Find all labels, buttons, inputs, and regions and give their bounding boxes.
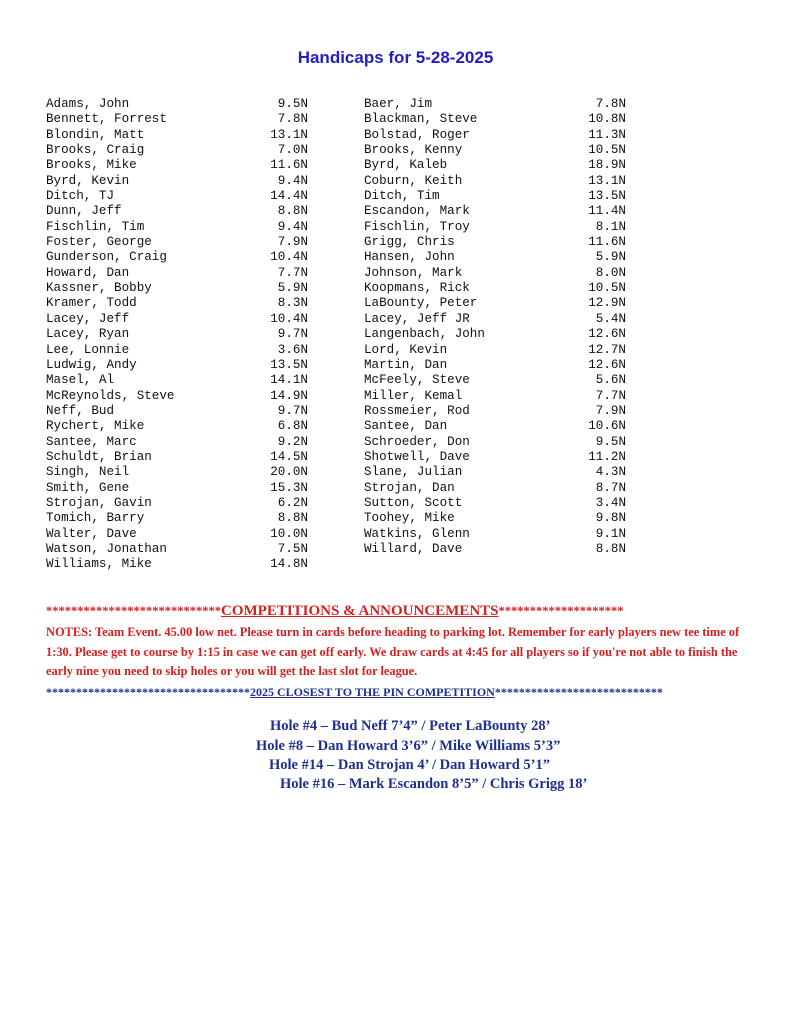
handicap-row (364, 204, 626, 219)
player-name: Kassner, Bobby (46, 281, 152, 296)
player-name: McFeely, Steve (364, 373, 470, 388)
player-handicap: 9.8N (595, 511, 626, 526)
ctp-hole-4: Hole #4 – Bud Neff 7’4” / Peter LaBounty 28’ (270, 718, 551, 734)
player-handicap: 7.0N (277, 143, 308, 158)
player-handicap: 8.1N (595, 219, 626, 234)
player-handicap: 8.7N (595, 480, 626, 495)
player-name: Smith, Gene (46, 480, 130, 495)
player-name: Schuldt, Brian (46, 449, 152, 464)
competitions-stars-left: **************************** (46, 604, 221, 618)
player-handicap: 14.9N (270, 388, 308, 403)
handicap-row (46, 235, 308, 250)
announcement-notes: NOTES: Team Event. 45.00 low net. Please turn in cards before heading to parking lot. Remember for early players new tee time of 1:30. Please get to course by 1:15 in case we can get off early. We draw cards at 4:45 for all players so if you're not able to finish the early nine you need to skip holes or you will get the last slot for league. (46, 625, 740, 678)
player-name: Howard, Dan (46, 265, 130, 280)
handicap-row (364, 250, 626, 265)
player-name: Lee, Lonnie (46, 342, 130, 357)
player-handicap: 3.4N (595, 495, 626, 510)
player-name: Grigg, Chris (364, 235, 455, 250)
handicap-list-right (364, 97, 626, 557)
handicap-row (364, 343, 626, 358)
handicap-row (46, 158, 308, 173)
player-handicap: 6.8N (277, 419, 308, 434)
handicap-row (46, 419, 308, 434)
handicap-row (364, 450, 626, 465)
player-handicap: 13.5N (588, 189, 626, 204)
player-handicap: 14.8N (270, 557, 308, 572)
player-handicap: 10.5N (588, 143, 626, 158)
handicap-row (46, 266, 308, 281)
handicap-row (46, 281, 308, 296)
handicap-row (46, 465, 308, 480)
player-name: Slane, Julian (364, 465, 463, 480)
handicap-row (46, 450, 308, 465)
handicap-row (364, 296, 626, 311)
player-name: Escandon, Mark (364, 204, 470, 219)
handicap-row (364, 112, 626, 127)
player-handicap: 8.3N (277, 296, 308, 311)
handicap-row (46, 327, 308, 342)
player-name: Bennett, Forrest (46, 112, 167, 127)
player-name: Watkins, Glenn (364, 526, 470, 541)
handicap-row (46, 373, 308, 388)
player-handicap: 14.1N (270, 373, 308, 388)
handicap-row (46, 312, 308, 327)
player-handicap: 9.7N (277, 327, 308, 342)
player-name: Schroeder, Don (364, 434, 470, 449)
handicap-row (46, 189, 308, 204)
player-name: Miller, Kemal (364, 388, 463, 403)
handicap-row (364, 404, 626, 419)
handicap-row (364, 128, 626, 143)
handicap-row (46, 128, 308, 143)
ctp-heading (46, 685, 756, 700)
competitions-heading (46, 603, 746, 620)
player-name: Lacey, Jeff JR (364, 311, 470, 326)
handicap-row (46, 481, 308, 496)
player-handicap: 7.8N (595, 97, 626, 111)
handicap-row (364, 327, 626, 342)
player-handicap: 7.9N (277, 235, 308, 250)
player-name: Kramer, Todd (46, 296, 137, 311)
handicap-row (364, 312, 626, 327)
player-handicap: 9.1N (595, 526, 626, 541)
handicap-row (364, 97, 626, 112)
player-name: Rossmeier, Rod (364, 403, 470, 418)
handicap-row (46, 496, 308, 511)
player-handicap: 9.4N (277, 173, 308, 188)
player-name: Martin, Dan (364, 357, 448, 372)
handicap-row (364, 281, 626, 296)
player-name: Byrd, Kaleb (364, 158, 448, 173)
player-name: Tomich, Barry (46, 511, 145, 526)
player-name: Baer, Jim (364, 97, 433, 111)
handicap-row (46, 343, 308, 358)
handicap-row (46, 435, 308, 450)
handicap-row (46, 220, 308, 235)
handicap-row (364, 542, 626, 557)
player-handicap: 10.4N (270, 250, 308, 265)
player-handicap: 11.6N (588, 235, 626, 250)
player-name: Dunn, Jeff (46, 204, 122, 219)
player-name: Ditch, Tim (364, 189, 440, 204)
player-handicap: 11.6N (270, 158, 308, 173)
player-name: Lord, Kevin (364, 342, 448, 357)
handicap-row (364, 143, 626, 158)
handicap-row (46, 527, 308, 542)
player-handicap: 5.9N (595, 250, 626, 265)
player-name: Singh, Neil (46, 465, 130, 480)
player-name: Lacey, Jeff (46, 311, 130, 326)
player-name: Johnson, Mark (364, 265, 463, 280)
handicap-row (46, 404, 308, 419)
player-name: LaBounty, Peter (364, 296, 478, 311)
player-name: Lacey, Ryan (46, 327, 130, 342)
player-handicap: 10.0N (270, 526, 308, 541)
handicap-row (364, 481, 626, 496)
player-handicap: 9.2N (277, 434, 308, 449)
player-name: Toohey, Mike (364, 511, 455, 526)
handicap-row (46, 97, 308, 112)
player-name: Strojan, Dan (364, 480, 455, 495)
player-handicap: 12.7N (588, 342, 626, 357)
handicap-row (46, 250, 308, 265)
page-title: Handicaps for 5-28-2025 (297, 48, 494, 67)
player-handicap: 13.5N (270, 357, 308, 372)
player-handicap: 8.8N (277, 204, 308, 219)
ctp-stars-right: **************************** (494, 685, 663, 699)
player-handicap: 8.0N (595, 265, 626, 280)
player-name: Sutton, Scott (364, 495, 463, 510)
player-name: Brooks, Mike (46, 158, 137, 173)
handicap-row (364, 158, 626, 173)
player-handicap: 6.2N (277, 495, 308, 510)
player-name: Watson, Jonathan (46, 541, 167, 556)
player-name: Brooks, Craig (46, 143, 145, 158)
handicap-row (46, 143, 308, 158)
handicap-row (46, 358, 308, 373)
player-handicap: 5.4N (595, 311, 626, 326)
player-handicap: 7.7N (595, 388, 626, 403)
player-handicap: 14.5N (270, 449, 308, 464)
player-name: Koopmans, Rick (364, 281, 470, 296)
player-handicap: 15.3N (270, 480, 308, 495)
handicap-row (46, 174, 308, 189)
player-name: Williams, Mike (46, 557, 152, 572)
handicap-row (364, 220, 626, 235)
handicap-row (46, 296, 308, 311)
player-name: Byrd, Kevin (46, 173, 130, 188)
handicap-row (46, 112, 308, 127)
player-handicap: 14.4N (270, 189, 308, 204)
player-handicap: 7.5N (277, 541, 308, 556)
player-name: Neff, Bud (46, 403, 115, 418)
player-handicap: 10.4N (270, 311, 308, 326)
handicap-row (364, 389, 626, 404)
handicap-row (364, 511, 626, 526)
player-handicap: 11.2N (588, 449, 626, 464)
handicap-row (364, 235, 626, 250)
handicap-row (364, 527, 626, 542)
player-name: Masel, Al (46, 373, 115, 388)
player-name: Walter, Dave (46, 526, 137, 541)
player-name: Strojan, Gavin (46, 495, 152, 510)
player-name: Langenbach, John (364, 327, 485, 342)
player-handicap: 12.6N (588, 357, 626, 372)
player-name: Willard, Dave (364, 541, 463, 556)
competitions-title: COMPETITIONS & ANNOUNCEMENTS (221, 603, 499, 619)
player-handicap: 7.7N (277, 265, 308, 280)
player-name: Coburn, Keith (364, 173, 463, 188)
handicap-row (364, 189, 626, 204)
player-handicap: 10.6N (588, 419, 626, 434)
player-name: Shotwell, Dave (364, 449, 470, 464)
player-handicap: 5.9N (277, 281, 308, 296)
player-name: Brooks, Kenny (364, 143, 463, 158)
handicap-row (364, 465, 626, 480)
player-name: Foster, George (46, 235, 152, 250)
handicap-row (364, 373, 626, 388)
handicap-row (364, 266, 626, 281)
handicap-row (364, 496, 626, 511)
player-handicap: 9.5N (595, 434, 626, 449)
player-name: McReynolds, Steve (46, 388, 175, 403)
ctp-stars-left: ********************************** (46, 685, 250, 699)
player-name: Ludwig, Andy (46, 357, 137, 372)
player-handicap: 18.9N (588, 158, 626, 173)
handicap-row (46, 204, 308, 219)
player-handicap: 5.6N (595, 373, 626, 388)
handicap-row (46, 557, 308, 572)
player-handicap: 13.1N (270, 127, 308, 142)
handicap-row (364, 419, 626, 434)
player-name: Blackman, Steve (364, 112, 478, 127)
player-handicap: 20.0N (270, 465, 308, 480)
player-handicap: 13.1N (588, 173, 626, 188)
player-name: Blondin, Matt (46, 127, 145, 142)
player-name: Fischlin, Tim (46, 219, 145, 234)
handicap-row (364, 435, 626, 450)
player-handicap: 4.3N (595, 465, 626, 480)
player-name: Hansen, John (364, 250, 455, 265)
player-handicap: 12.6N (588, 327, 626, 342)
player-handicap: 9.5N (277, 97, 308, 111)
player-name: Ditch, TJ (46, 189, 115, 204)
player-handicap: 9.4N (277, 219, 308, 234)
player-name: Gunderson, Craig (46, 250, 167, 265)
player-handicap: 11.4N (588, 204, 626, 219)
player-handicap: 7.8N (277, 112, 308, 127)
handicap-row (46, 542, 308, 557)
player-handicap: 8.8N (277, 511, 308, 526)
player-handicap: 11.3N (588, 127, 626, 142)
handicap-row (364, 174, 626, 189)
player-handicap: 8.8N (595, 541, 626, 556)
ctp-hole-16: Hole #16 – Mark Escandon 8’5” / Chris Grigg 18’ (280, 776, 588, 792)
player-handicap: 3.6N (277, 342, 308, 357)
player-handicap: 10.5N (588, 281, 626, 296)
handicap-list-left (46, 97, 308, 573)
player-name: Fischlin, Troy (364, 219, 470, 234)
player-name: Adams, John (46, 97, 130, 111)
player-name: Rychert, Mike (46, 419, 145, 434)
player-handicap: 12.9N (588, 296, 626, 311)
player-name: Bolstad, Roger (364, 127, 470, 142)
competitions-stars-right: ******************** (498, 604, 624, 618)
player-handicap: 10.8N (588, 112, 626, 127)
ctp-hole-14: Hole #14 – Dan Strojan 4’ / Dan Howard 5’1” (269, 757, 551, 773)
ctp-hole-8: Hole #8 – Dan Howard 3’6” / Mike Williams 5’3” (256, 738, 561, 754)
player-name: Santee, Marc (46, 434, 137, 449)
handicap-row (46, 389, 308, 404)
ctp-title: 2025 CLOSEST TO THE PIN COMPETITION (250, 685, 495, 699)
handicap-row (364, 358, 626, 373)
handicap-row (46, 511, 308, 526)
player-handicap: 7.9N (595, 403, 626, 418)
player-handicap: 9.7N (277, 403, 308, 418)
player-name: Santee, Dan (364, 419, 448, 434)
